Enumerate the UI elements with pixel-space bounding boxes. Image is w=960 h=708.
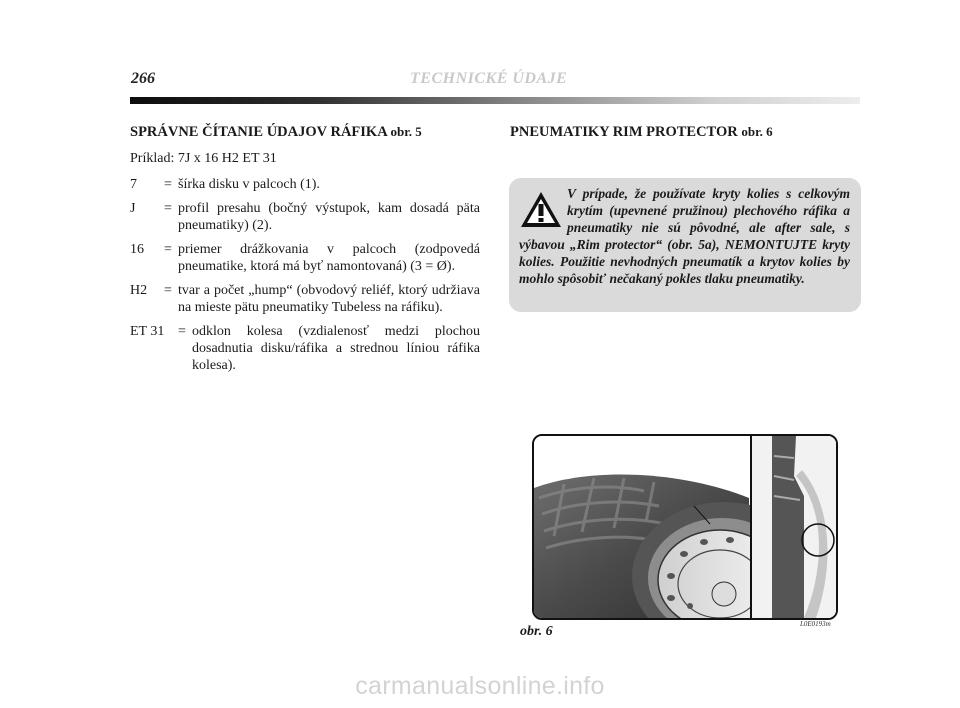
- right-section-title: [510, 124, 773, 141]
- definition-key: H2: [130, 283, 148, 298]
- definition-equals: =: [164, 283, 172, 298]
- definition-text: odklon kolesa (vzdialenosť medzi plochou dosadnutia disku/ráfika a strednou líniou ráfika kolesa).: [192, 324, 480, 373]
- right-title-ref: obr. 6: [741, 124, 773, 139]
- definitions-list: [130, 176, 480, 381]
- definition-text: šírka disku v palcoch (1).: [178, 177, 320, 192]
- left-title-ref: obr. 5: [390, 124, 422, 139]
- left-section-title: [130, 124, 422, 141]
- warning-text: [519, 185, 850, 287]
- right-title-text: PNEUMATIKY RIM PROTECTOR: [510, 124, 738, 140]
- definition-text: profil presahu (bočný výstupok, kam dosadá päta pneumatiky) (2).: [178, 201, 480, 233]
- figure-caption: obr. 6: [520, 624, 553, 639]
- header-rule: [130, 97, 860, 104]
- page-header-title: TECHNICKÉ ÚDAJE: [410, 70, 568, 87]
- definition-row: [130, 176, 480, 193]
- definition-equals: =: [164, 177, 172, 192]
- definition-key: 16: [130, 242, 144, 257]
- warning-box: [509, 178, 861, 312]
- definition-equals: =: [164, 201, 172, 216]
- watermark: carmanualsonline.info: [355, 672, 605, 700]
- page-number: 266: [131, 70, 155, 87]
- definition-row: [130, 282, 480, 316]
- definition-text: priemer drážkovania v palcoch (zodpovedá pneumatike, ktorá má byť namontovaná) (3 = Ø).: [178, 242, 480, 274]
- left-title-text: SPRÁVNE ČÍTANIE ÚDAJOV RÁFIKA: [130, 124, 387, 140]
- definition-text: tvar a počet „hump“ (obvodový reliéf, ktorý udržiava na mieste pätu pneumatiky Tubeless na ráfiku).: [178, 283, 480, 315]
- definition-key: 7: [130, 177, 137, 192]
- example-line: Príklad: 7J x 16 H2 ET 31: [130, 151, 277, 166]
- definition-row: [130, 241, 480, 275]
- definition-equals: =: [178, 324, 186, 339]
- definition-equals: =: [164, 242, 172, 257]
- icon-spacer: [519, 185, 567, 235]
- warning-body: V prípade, že používate kryty kolies s celkovým krytím (upevnené pružinou) plechového ráfika a pneumatiky nie sú pôvodné, ale after sale, s výbavou „Rim protector“ (obr. 5a), NEMONTUJTE kryty kolies. Použitie nevhodných pneumatík a krytov kolies by mohlo spôsobiť nečakaný pokles tlaku pneumatiky.: [519, 186, 850, 286]
- figure-frame: [532, 434, 838, 620]
- definition-row: [130, 200, 480, 234]
- tire-illustration: [534, 436, 836, 618]
- definition-key: J: [130, 201, 136, 216]
- definition-row: [130, 323, 480, 374]
- definition-key: ET 31: [130, 324, 165, 339]
- figure-code: L0E0193m: [800, 620, 831, 628]
